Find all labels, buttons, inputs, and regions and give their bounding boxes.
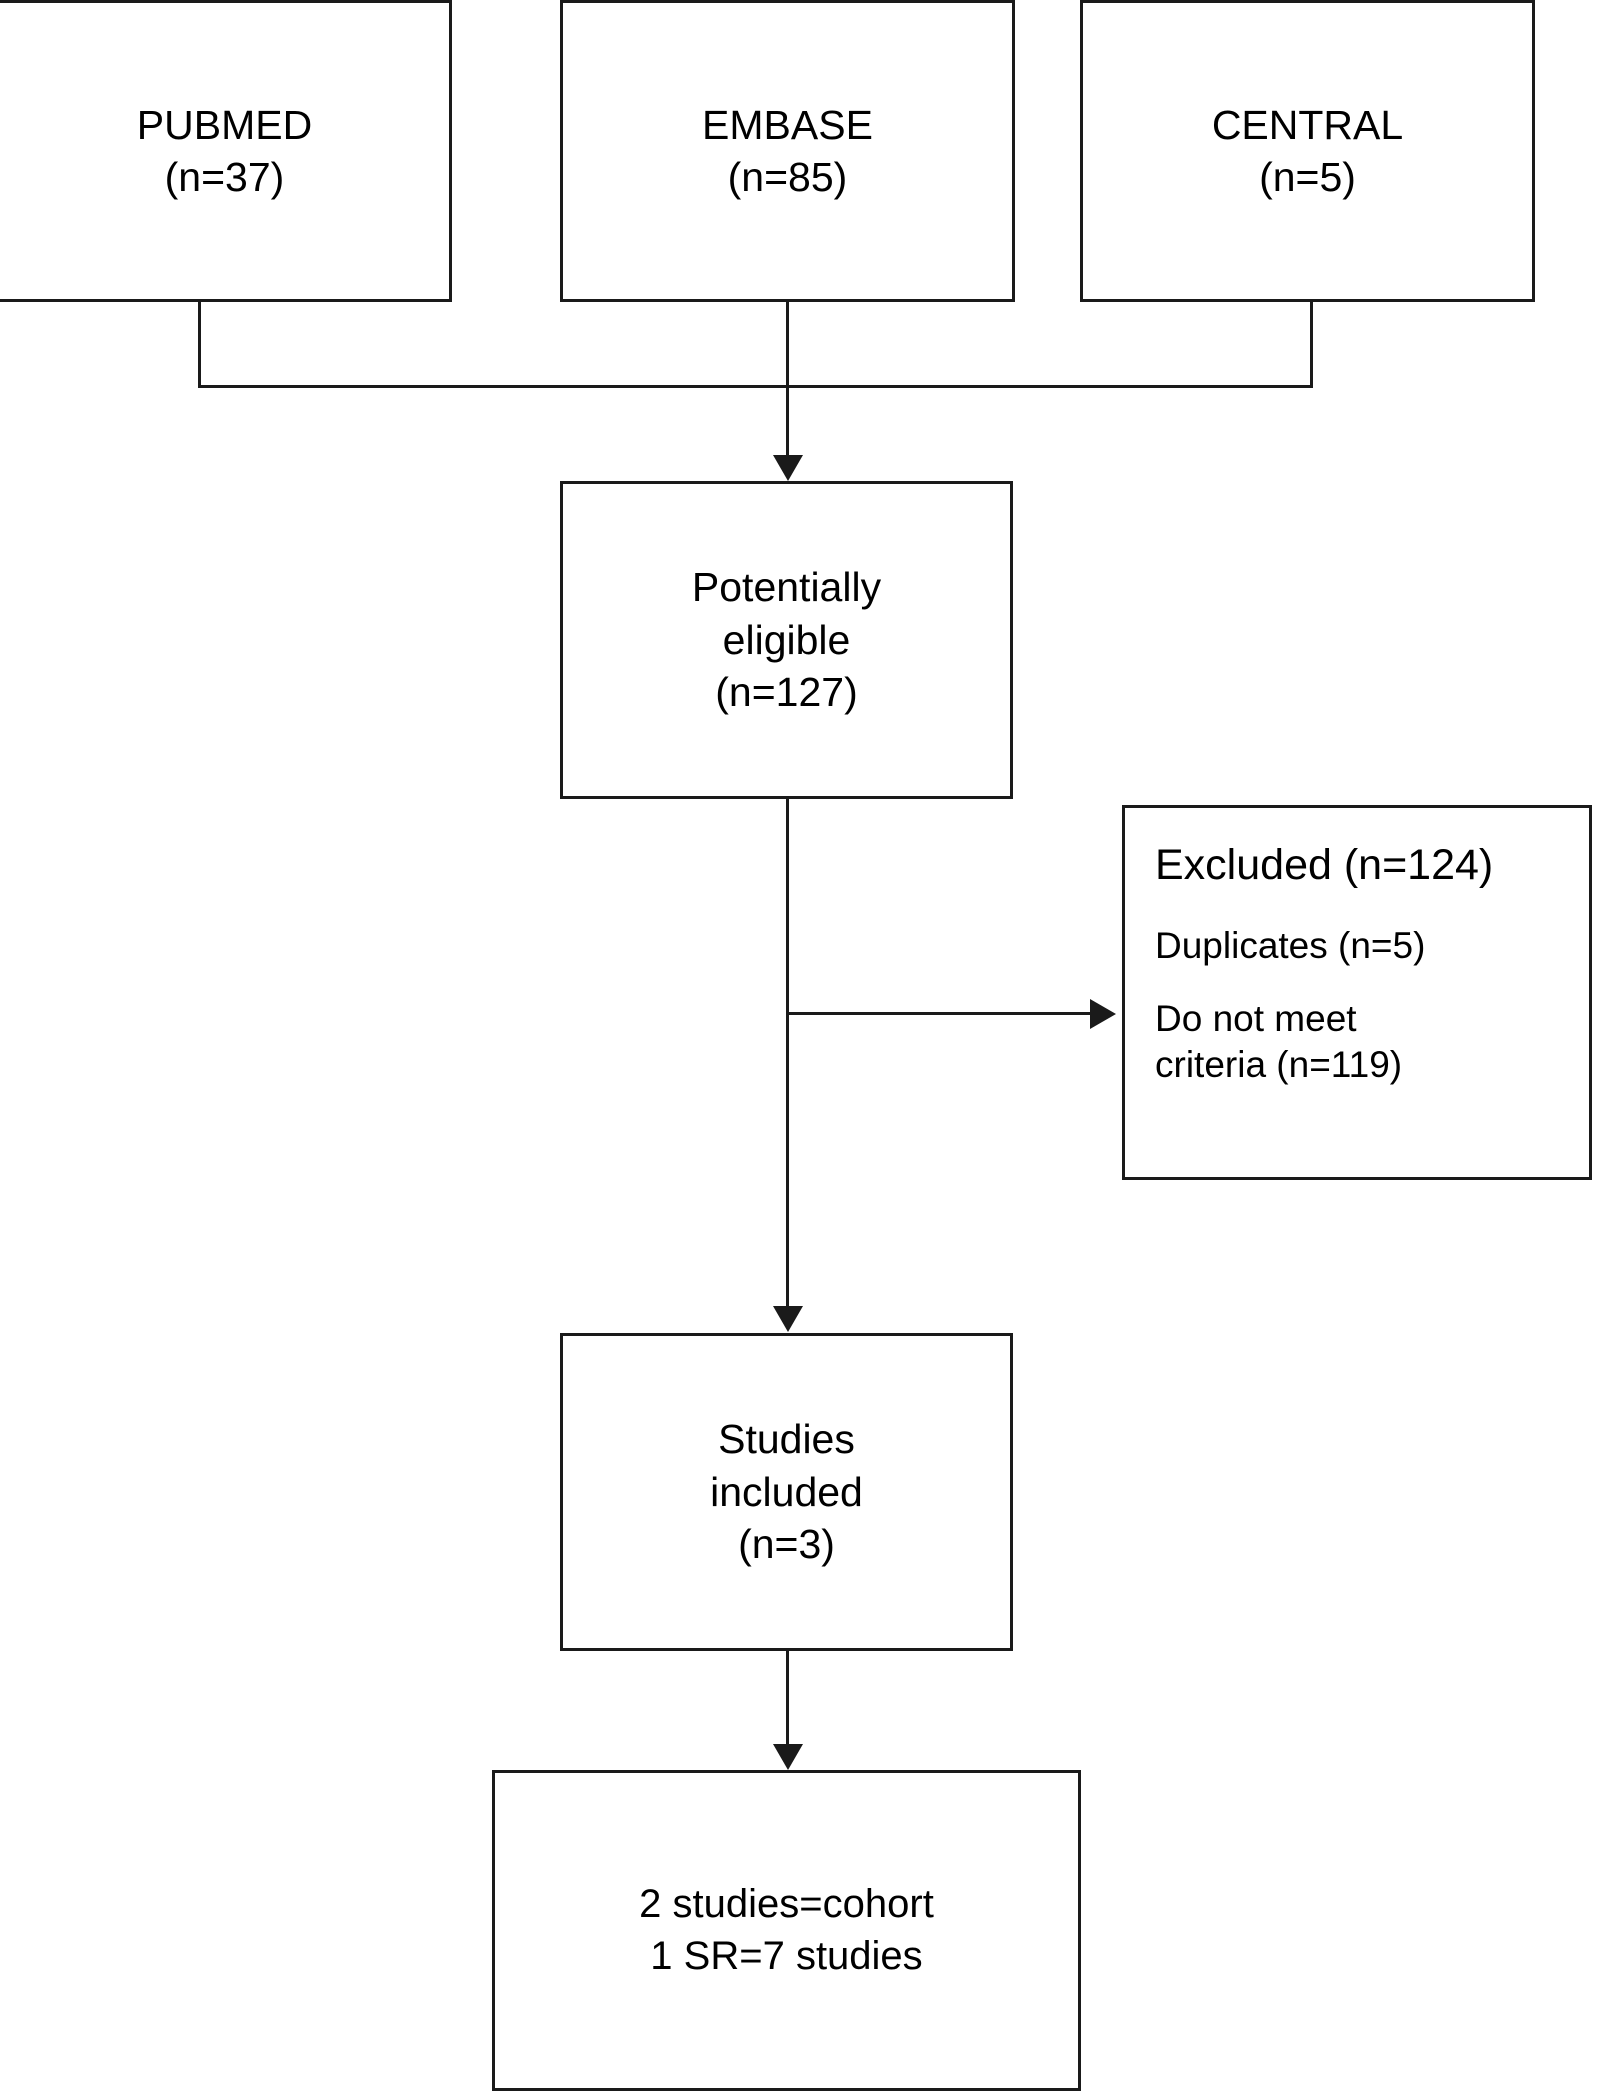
node-central-count: (n=5) [1259,154,1356,200]
node-pubmed-count: (n=37) [164,154,285,200]
node-central-label: CENTRAL [1211,101,1404,148]
node-eligible-line1: Potentially [691,564,882,611]
node-embase [560,0,1015,302]
node-final-breakdown [492,1770,1081,2091]
node-final-line2: 1 SR=7 studies [650,1933,923,1978]
node-potentially-eligible [560,481,1013,799]
node-excluded-title: Excluded (n=124) [1155,841,1494,889]
arrowhead-to-included [773,1306,803,1332]
node-included-count: (n=3) [738,1521,835,1568]
node-pubmed-label: PUBMED [136,101,313,148]
connector-embase-down [786,302,789,387]
node-included-line2: included [710,1468,863,1515]
node-excluded-duplicates: Duplicates (n=5) [1155,925,1426,967]
node-included-line1: Studies [718,1416,855,1463]
node-pubmed [0,0,452,302]
arrowhead-to-final [773,1744,803,1770]
connector-eligible-to-included [786,799,789,1328]
connector-pubmed-down [198,302,201,387]
arrowhead-to-eligible [773,455,803,481]
arrowhead-to-excluded [1090,999,1116,1029]
node-excluded-criteria-line1: Do not meet [1155,997,1357,1039]
node-eligible-count: (n=127) [715,669,858,716]
node-final-line1: 2 studies=cohort [639,1882,934,1927]
node-central [1080,0,1535,302]
connector-to-excluded [786,1012,1101,1015]
connector-central-down [1310,302,1313,387]
node-embase-count: (n=85) [727,154,848,200]
node-excluded-criteria-line2: criteria (n=119) [1155,1044,1403,1086]
node-embase-label: EMBASE [702,101,873,148]
connector-merge-bus [198,385,1313,388]
node-eligible-line2: eligible [722,616,851,663]
node-excluded-criteria [1155,996,1402,1089]
node-studies-included [560,1333,1013,1651]
node-excluded [1122,805,1592,1180]
